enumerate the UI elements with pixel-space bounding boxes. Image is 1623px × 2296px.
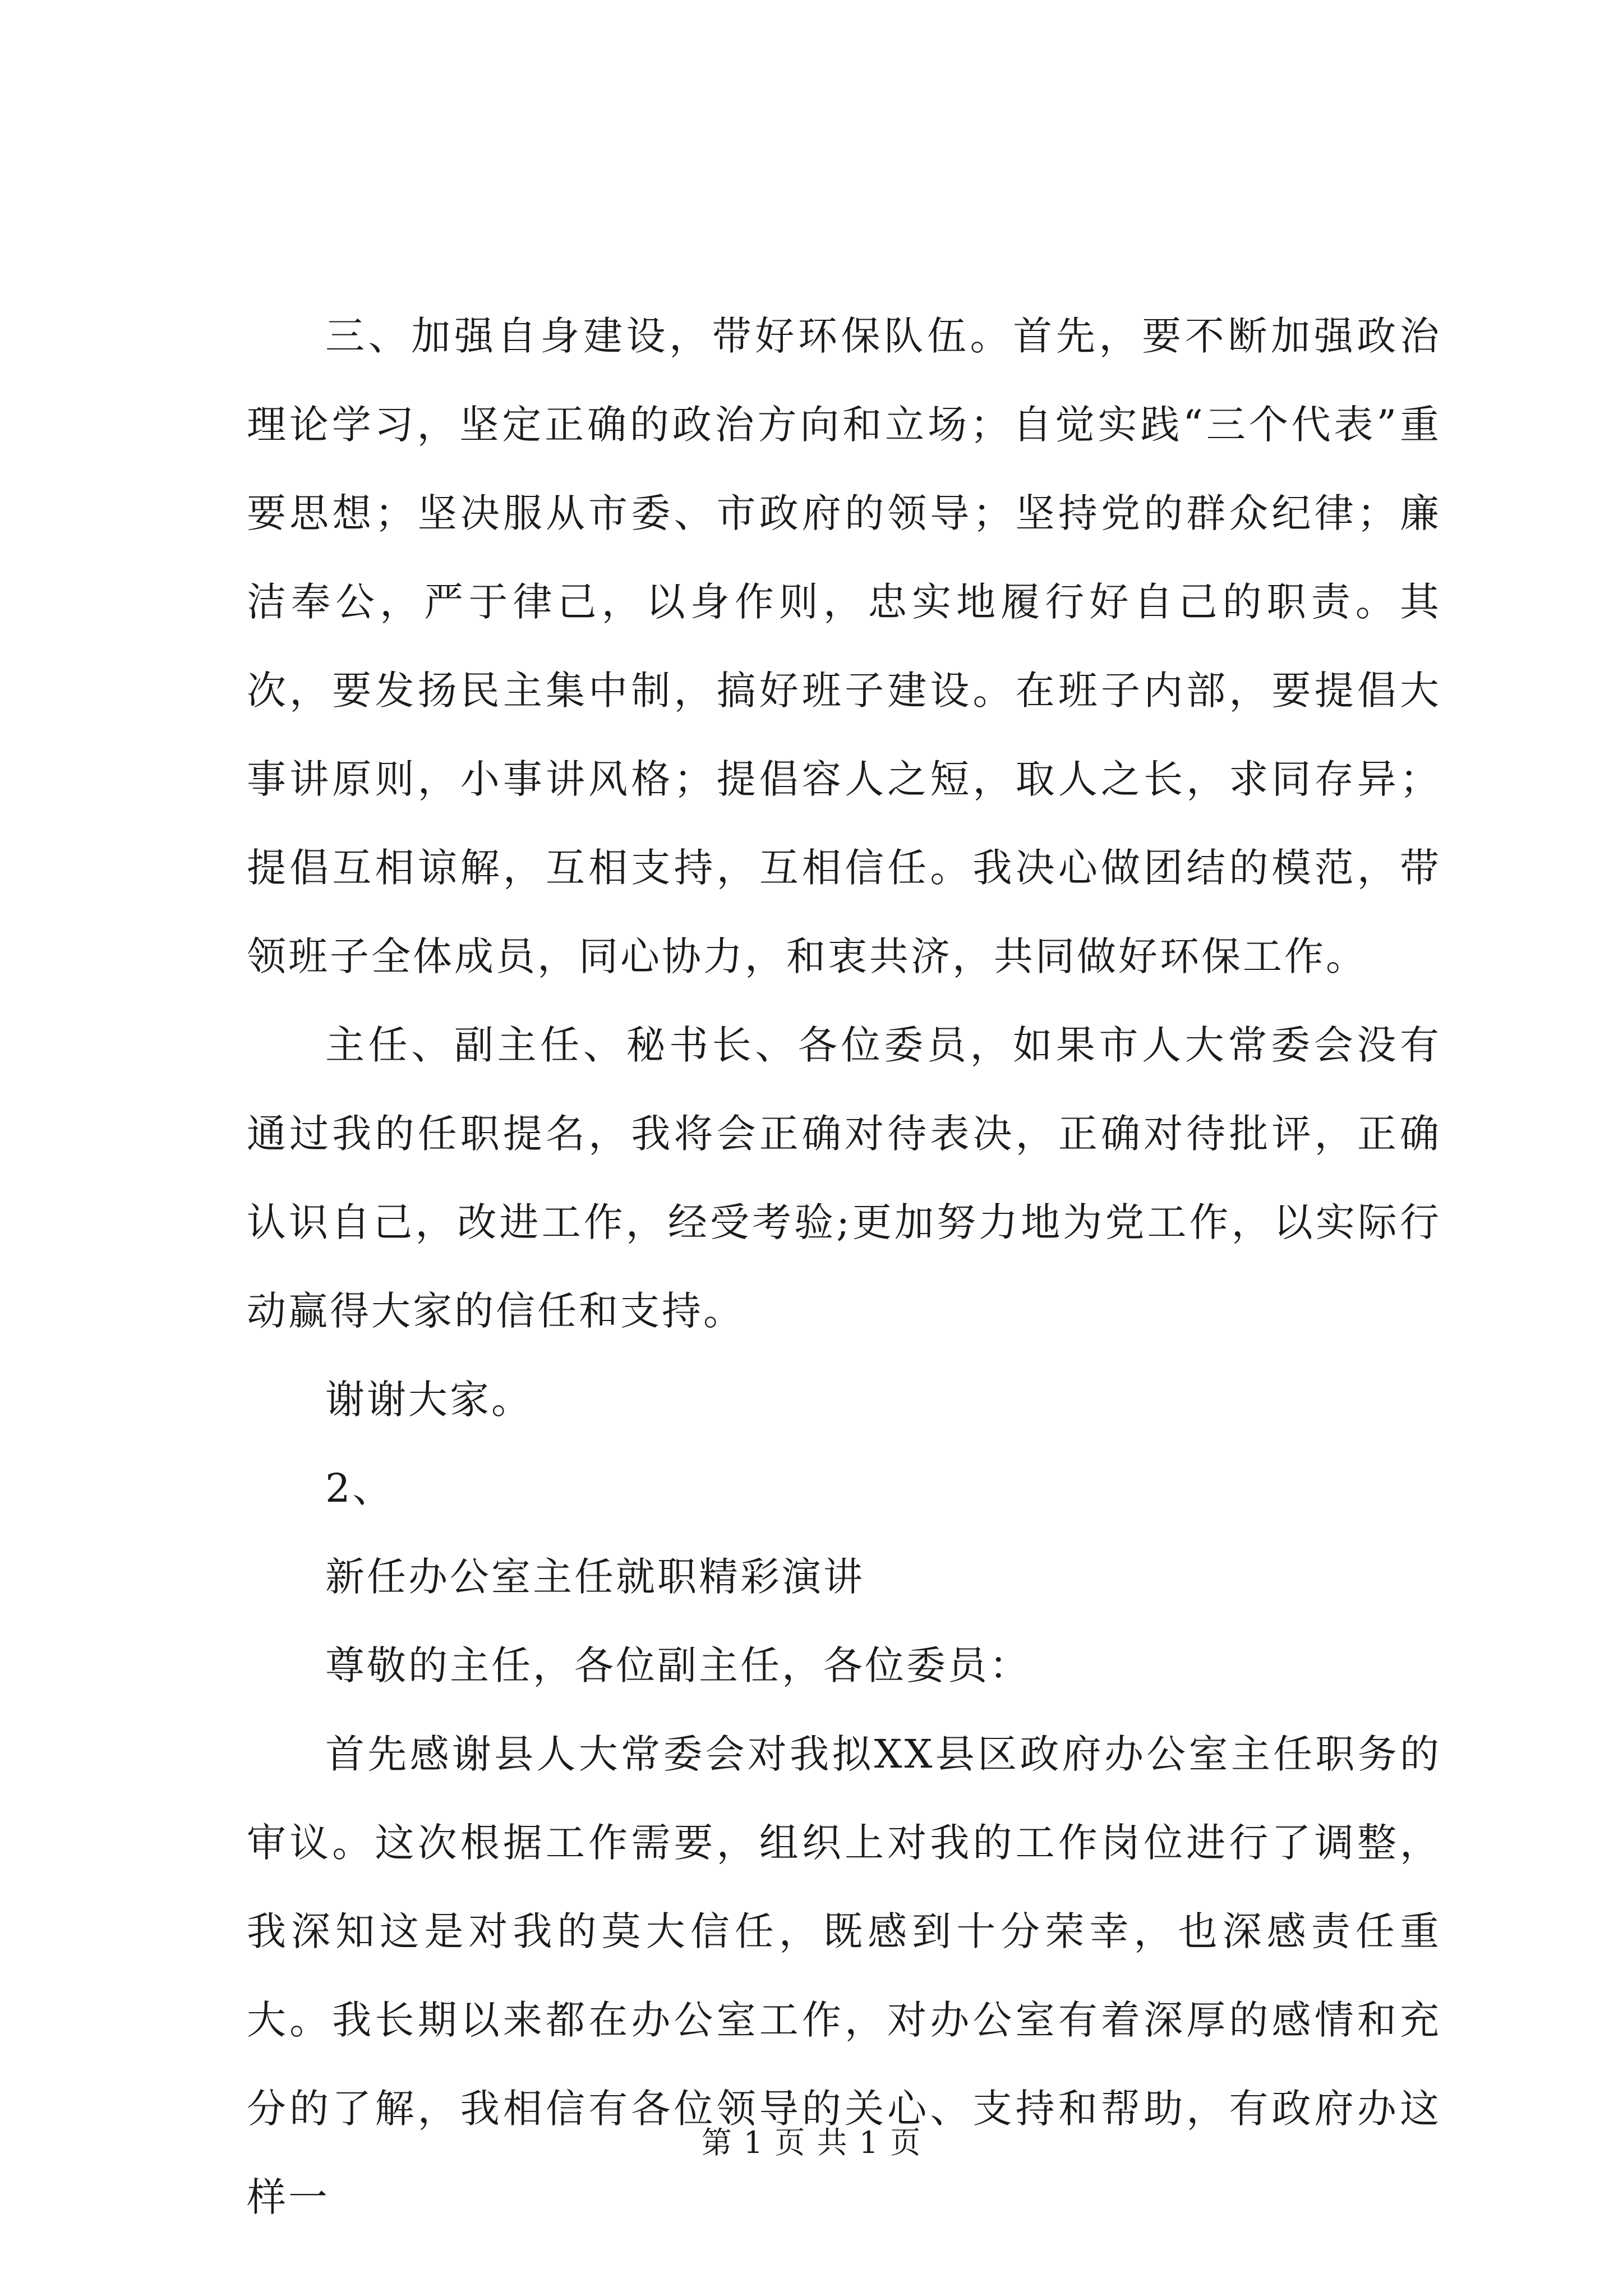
thanks-line: 谢谢大家。 [325,1377,533,1423]
document-body [247,292,1441,2242]
salutation: 尊敬的主任，各位副主任，各位委员： [325,1642,1031,1688]
page-footer: 第 1 页 共 1 页 [701,2125,922,2160]
section-title: 新任办公室主任就职精彩演讲 [325,1554,865,1600]
paragraph-opening-speech: 首先感谢县人大常委会对我拟XX县区政府办公室主任职务的审议。这次根据工作需要，组织上对我的工作岗位进行了调整，我深知这是对我的莫大信任，既感到十分荣幸，也深感责任重大。我长期以来都在办公室工作，对办公室有着深厚的感情和充分的了解，我相信有各位领导的关心、支持和帮助，有政府办这样一 [247,1731,1441,2220]
paragraph-team-building: 三、加强自身建设，带好环保队伍。首先，要不断加强政治理论学习，坚定正确的政治方向和立场；自觉实践“三个代表”重要思想；坚决服从市委、市政府的领导；坚持党的群众纪律；廉洁奉公，严于律己，以身作则，忠实地履行好自己的职责。其次，要发扬民主集中制，搞好班子建设。在班子内部，要提倡大事讲原则，小事讲风格；提倡容人之短，取人之长，求同存异；提倡互相谅解，互相支持，互相信任。我决心做团结的模范，带领班子全体成员，同心协力，和衷共济，共同做好环保工作。 [247,313,1441,979]
section-number: 2、 [325,1465,394,1511]
paragraph-nomination-response: 主任、副主任、秘书长、各位委员，如果市人大常委会没有通过我的任职提名，我将会正确对待表决，正确对待批评，正确认识自己，改进工作，经受考验;更加努力地为党工作，以实际行动赢得大家的信任和支持。 [247,1022,1441,1334]
